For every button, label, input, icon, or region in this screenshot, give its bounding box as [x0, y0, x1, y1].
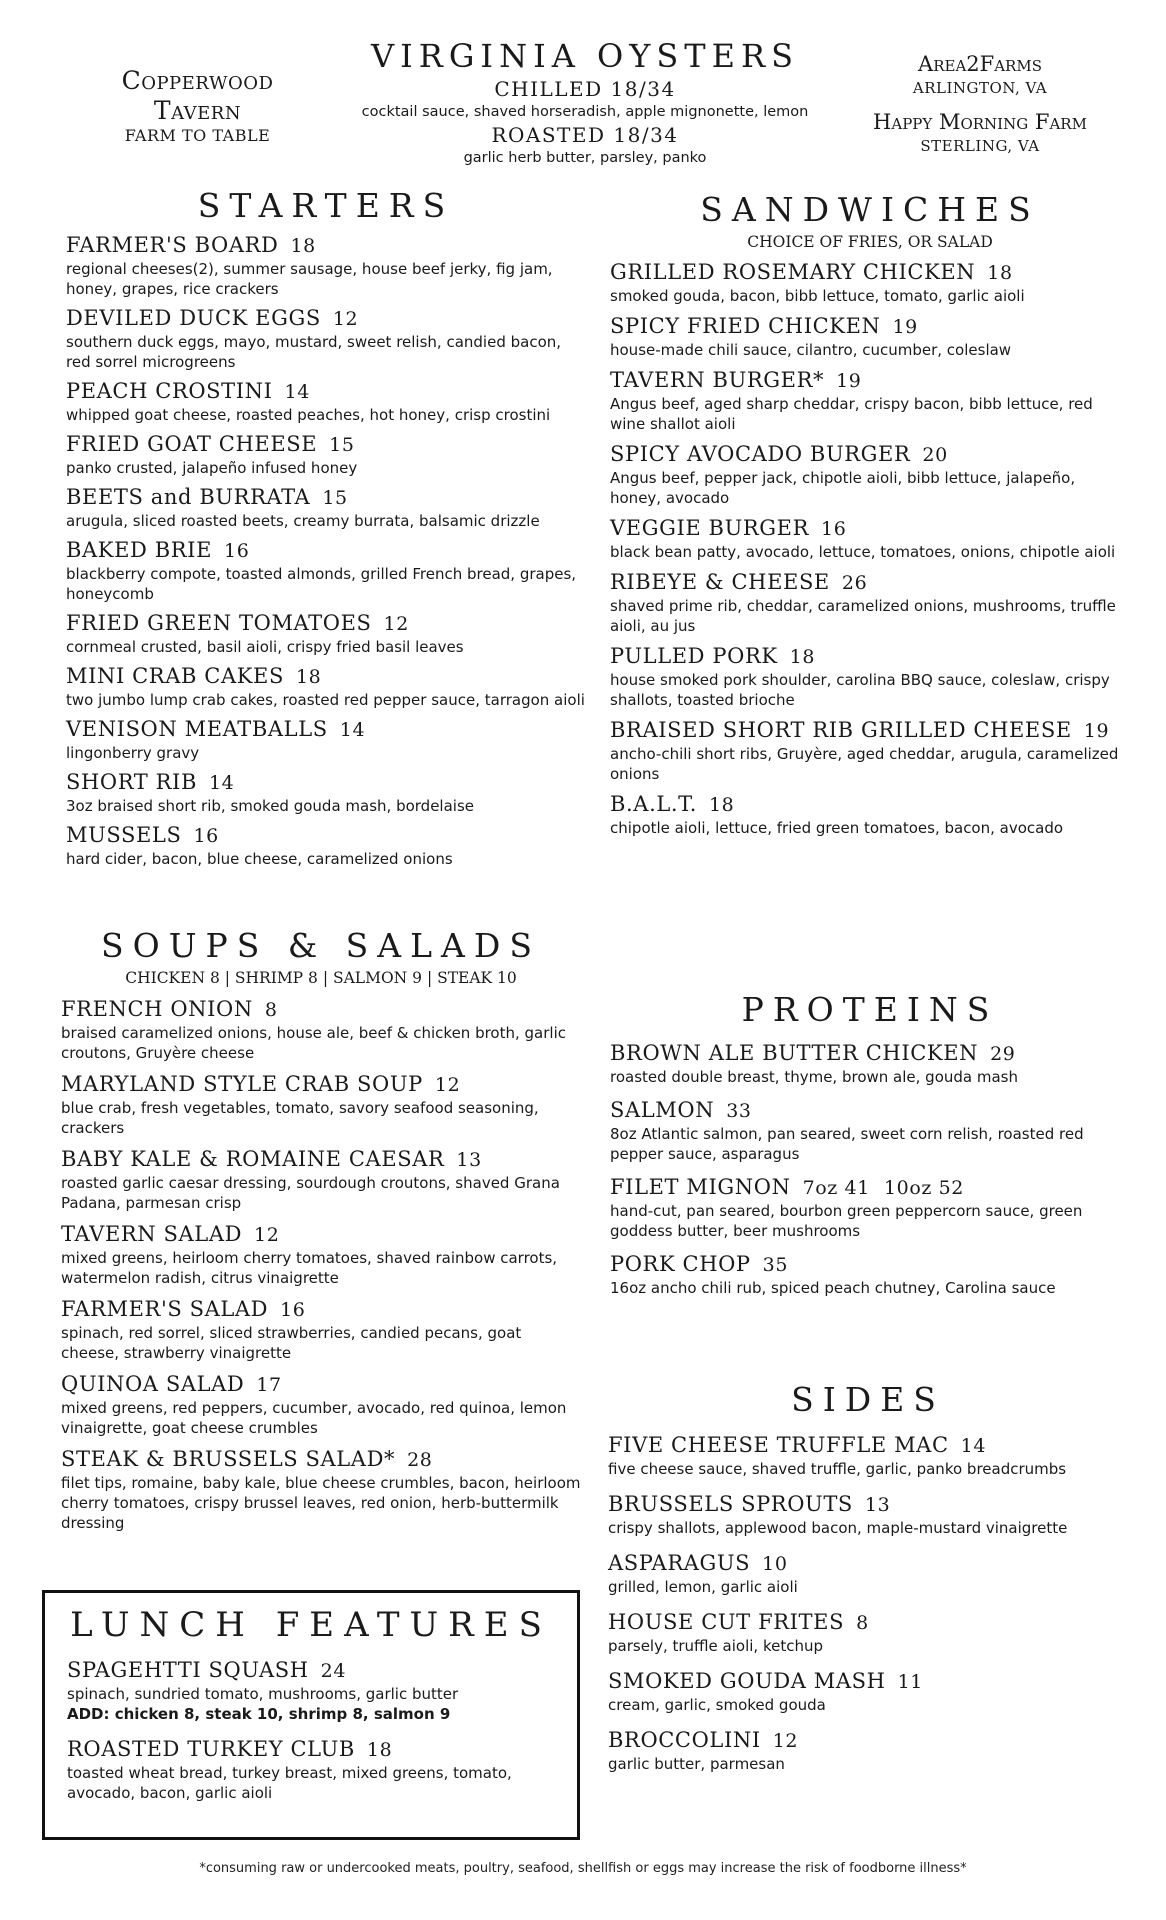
restaurant-brand [90, 66, 305, 146]
menu-item-header [608, 1668, 1128, 1695]
menu-item-header [61, 996, 581, 1023]
menu-item-header [61, 1071, 581, 1098]
menu-item [66, 378, 586, 425]
menu-item-price: 12 [772, 1730, 799, 1752]
section-title: SANDWICHES [700, 190, 1040, 229]
menu-item-description: Angus beef, aged sharp cheddar, crispy bacon, bibb lettuce, red wine shallot aioli [610, 395, 1093, 433]
menu-item-price: 18 [295, 666, 322, 688]
farm-location: STERLING, VA [920, 137, 1040, 155]
menu-item-header [61, 1221, 581, 1248]
menu-item-description: 8oz Atlantic salmon, pan seared, sweet corn relish, roasted red pepper sauce, asparagus [610, 1125, 1084, 1163]
menu-item-price: 19 [892, 316, 918, 338]
menu-item-price: 16 [821, 518, 847, 540]
menu-item-name: SMOKED GOUDA MASH [608, 1669, 886, 1693]
menu-item [608, 1491, 1128, 1538]
menu-item-header [66, 378, 586, 405]
menu-item-price: 11 [897, 1671, 923, 1693]
menu-item-price: 12 [332, 308, 359, 330]
sandwiches-section [610, 190, 1130, 838]
menu-item-name: BRUSSELS SPROUTS [608, 1492, 853, 1516]
menu-item [610, 1251, 1130, 1298]
menu-item-name: FILET MIGNON [610, 1175, 791, 1199]
menu-item-price: 35 [762, 1254, 789, 1276]
menu-item-header [608, 1491, 1128, 1518]
menu-item-name: HOUSE CUT FRITES [608, 1610, 845, 1634]
menu-item-header [67, 1736, 555, 1763]
menu-item-description: cornmeal crusted, basil aioli, crispy fried basil leaves [66, 638, 464, 656]
menu-item-name: SPICY FRIED CHICKEN [610, 314, 881, 338]
oysters-section [350, 36, 820, 168]
menu-item-description: 3oz braised short rib, smoked gouda mash, bordelaise [66, 797, 474, 815]
menu-item-description: ancho-chili short ribs, Gruyère, aged cheddar, arugula, caramelized onions [610, 745, 1119, 783]
menu-item-name: SALMON [610, 1098, 715, 1122]
menu-item [610, 1174, 1130, 1241]
brand-name-line2: Tavern [153, 96, 242, 125]
menu-item-price: 8 [856, 1612, 869, 1634]
menu-item-name: ASPARAGUS [608, 1551, 751, 1575]
menu-item [61, 1071, 581, 1138]
menu-item-price: 16 [193, 825, 219, 847]
menu-item-price: 18 [789, 646, 816, 668]
menu-item-header [610, 515, 1130, 542]
menu-item-description: crispy shallots, applewood bacon, maple-mustard vinaigrette [608, 1519, 1068, 1537]
menu-item-header [608, 1550, 1128, 1577]
menu-item-header [610, 313, 1130, 340]
menu-item [61, 996, 581, 1063]
menu-item [66, 537, 586, 604]
menu-item-price: 14 [284, 381, 310, 403]
menu-item-header [61, 1371, 581, 1398]
menu-item-name: BROCCOLINI [608, 1728, 761, 1752]
menu-item-name: QUINOA SALAD [61, 1372, 245, 1396]
menu-item-description: cream, garlic, smoked gouda [608, 1696, 826, 1714]
menu-item-price-alt: 10oz 52 [883, 1177, 964, 1199]
menu-item-name: STEAK & BRUSSELS SALAD* [61, 1447, 396, 1471]
menu-item-description: spinach, sundried tomato, mushrooms, garlic butter [67, 1685, 459, 1703]
menu-item-price: 7oz 41 [802, 1177, 870, 1199]
section-title: PROTEINS [741, 990, 999, 1029]
menu-item-header [610, 1040, 1130, 1067]
menu-item-name: RIBEYE & CHEESE [610, 570, 830, 594]
menu-item-description: house-made chili sauce, cilantro, cucumber, coleslaw [610, 341, 1012, 359]
menu-item-price: 16 [224, 540, 250, 562]
section-title: LUNCH FEATURES [70, 1605, 552, 1645]
menu-item-header [610, 569, 1130, 596]
menu-item-name: BABY KALE & ROMAINE CAESAR [61, 1147, 445, 1171]
menu-item [608, 1550, 1128, 1597]
menu-item-name: B.A.L.T. [610, 792, 697, 816]
menu-item-price: 15 [329, 434, 355, 456]
menu-item-description: roasted garlic caesar dressing, sourdough croutons, shaved Grana Padana, parmesan crisp [61, 1174, 560, 1212]
menu-item [610, 259, 1130, 306]
menu-item [608, 1432, 1128, 1479]
menu-item-name: PEACH CROSTINI [66, 379, 273, 403]
menu-item-header [66, 663, 586, 690]
menu-item [67, 1736, 555, 1803]
menu-item-header [61, 1446, 581, 1473]
menu-item-name: MARYLAND STYLE CRAB SOUP [61, 1072, 423, 1096]
menu-item [61, 1296, 581, 1363]
oysters-chilled-desc: cocktail sauce, shaved horseradish, apple mignonette, lemon [361, 104, 809, 120]
menu-item [610, 569, 1130, 636]
menu-item [610, 643, 1130, 710]
menu-item-description: blue crab, fresh vegetables, tomato, savory seafood seasoning, crackers [61, 1099, 539, 1137]
menu-item-price: 10 [762, 1553, 788, 1575]
menu-item-price: 20 [922, 444, 948, 466]
menu-item-price: 14 [208, 772, 235, 794]
menu-item-name: TAVERN BURGER* [610, 368, 825, 392]
menu-item-description: black bean patty, avocado, lettuce, tomatoes, onions, chipotle aioli [610, 543, 1116, 561]
menu-item-name: SPAGEHTTI SQUASH [67, 1658, 309, 1682]
menu-item-name: BRAISED SHORT RIB GRILLED CHEESE [610, 718, 1072, 742]
menu-item [610, 791, 1130, 838]
menu-item-price: 12 [254, 1224, 280, 1246]
menu-item-header [610, 1097, 1130, 1124]
menu-item-description: regional cheeses(2), summer sausage, house beef jerky, fig jam, honey, grapes, rice crackers [66, 260, 553, 298]
menu-item-header [66, 431, 586, 458]
menu-item-name: SPICY AVOCADO BURGER [610, 442, 911, 466]
menu-item-name: BEETS and BURRATA [66, 485, 311, 509]
menu-item-header [608, 1727, 1128, 1754]
menu-item [61, 1221, 581, 1288]
menu-item [66, 663, 586, 710]
menu-item-header [66, 232, 586, 259]
menu-item-description: hand-cut, pan seared, bourbon green peppercorn sauce, green goddess butter, beer mushrooms [610, 1202, 1083, 1240]
farm-name: Area2Farms [918, 52, 1042, 76]
menu-item-price: 8 [264, 999, 278, 1021]
menu-item-price: 28 [407, 1449, 433, 1471]
oysters-roasted-desc: garlic herb butter, parsley, panko [463, 150, 707, 166]
menu-item [66, 232, 586, 299]
menu-item [610, 1097, 1130, 1164]
menu-item-price: 12 [383, 613, 409, 635]
menu-item-price: 13 [456, 1149, 482, 1171]
menu-item-description: southern duck eggs, mayo, mustard, sweet relish, candied bacon, red sorrel microgreens [66, 333, 562, 371]
sides-section [608, 1380, 1128, 1774]
menu-item-header [608, 1609, 1128, 1636]
menu-item [608, 1668, 1128, 1715]
menu-item-description: two jumbo lump crab cakes, roasted red pepper sauce, tarragon aioli [66, 691, 585, 709]
menu-item [66, 431, 586, 478]
menu-item-price: 18 [708, 794, 735, 816]
menu-item-price: 14 [960, 1435, 987, 1457]
menu-item-description: shaved prime rib, cheddar, caramelized onions, mushrooms, truffle aioli, au jus [610, 597, 1116, 635]
menu-item-name: ROASTED TURKEY CLUB [67, 1737, 355, 1761]
menu-item-description: braised caramelized onions, house ale, beef & chicken broth, garlic croutons, Gruyère cheese [61, 1024, 566, 1062]
menu-item-name: VENISON MEATBALLS [66, 717, 328, 741]
menu-item [608, 1727, 1128, 1774]
menu-item-description: 16oz ancho chili rub, spiced peach chutney, Carolina sauce [610, 1279, 1056, 1297]
menu-item-name: PORK CHOP [610, 1252, 751, 1276]
menu-item-name: VEGGIE BURGER [610, 516, 810, 540]
menu-item [66, 305, 586, 372]
proteins-section [610, 990, 1130, 1298]
menu-item-description: spinach, red sorrel, sliced strawberries, candied pecans, goat cheese, strawberry vinaigrette [61, 1324, 522, 1362]
menu-item [66, 716, 586, 763]
menu-item-description: mixed greens, heirloom cherry tomatoes, shaved rainbow carrots, watermelon radish, citrus vinaigrette [61, 1249, 558, 1287]
menu-item-description: whipped goat cheese, roasted peaches, hot honey, crisp crostini [66, 406, 551, 424]
menu-item-header [66, 537, 586, 564]
menu-item-name: FIVE CHEESE TRUFFLE MAC [608, 1433, 949, 1457]
menu-item-header [610, 441, 1130, 468]
menu-item-description: toasted wheat bread, turkey breast, mixed greens, tomato, avocado, bacon, garlic aioli [67, 1764, 512, 1802]
oysters-chilled: CHILLED 18/34 [494, 77, 676, 101]
section-title: STARTERS [197, 186, 455, 225]
menu-item-name: PULLED PORK [610, 644, 778, 668]
menu-item [66, 610, 586, 657]
menu-item-header [66, 305, 586, 332]
menu-item-description: smoked gouda, bacon, bibb lettuce, tomato, garlic aioli [610, 287, 1025, 305]
menu-item-description: mixed greens, red peppers, cucumber, avocado, red quinoa, lemon vinaigrette, goat cheese crumbles [61, 1399, 567, 1437]
menu-item-description: panko crusted, jalapeño infused honey [66, 459, 358, 477]
menu-item-addons: ADD: chicken 8, steak 10, shrimp 8, salmon 9 [67, 1705, 451, 1723]
menu-item [67, 1657, 555, 1724]
menu-item-description: blackberry compote, toasted almonds, grilled French bread, grapes, honeycomb [66, 565, 577, 603]
menu-item-name: FRENCH ONION [61, 997, 253, 1021]
menu-item-name: FARMER'S BOARD [66, 233, 279, 257]
menu-item-description: arugula, sliced roasted beets, creamy burrata, balsamic drizzle [66, 512, 540, 530]
menu-item-price: 18 [290, 235, 316, 257]
menu-item [61, 1371, 581, 1438]
menu-item-header [610, 791, 1130, 818]
menu-item [608, 1609, 1128, 1656]
menu-item-price: 16 [280, 1299, 306, 1321]
menu-item-name: FARMER'S SALAD [61, 1297, 269, 1321]
menu-item-price: 13 [864, 1494, 891, 1516]
menu-item-price: 19 [836, 370, 862, 392]
menu-item-price: 18 [366, 1739, 393, 1761]
menu-item [610, 515, 1130, 562]
menu-item-description: chipotle aioli, lettuce, fried green tomatoes, bacon, avocado [610, 819, 1064, 837]
menu-item-name: BROWN ALE BUTTER CHICKEN [610, 1041, 979, 1065]
oysters-title: VIRGINIA OYSTERS [371, 37, 799, 75]
menu-item-header [610, 367, 1130, 394]
menu-item-header [610, 643, 1130, 670]
menu-item-description: Angus beef, pepper jack, chipotle aioli, bibb lettuce, jalapeño, honey, avocado [610, 469, 1076, 507]
menu-item-name: GRILLED ROSEMARY CHICKEN [610, 260, 976, 284]
menu-item-header [66, 610, 586, 637]
menu-item-price: 14 [339, 719, 366, 741]
menu-item-name: BAKED BRIE [66, 538, 212, 562]
menu-item [610, 717, 1130, 784]
menu-item-price: 15 [322, 487, 348, 509]
oysters-roasted: ROASTED 18/34 [491, 123, 679, 147]
menu-item [610, 1040, 1130, 1087]
brand-tagline: FARM TO TABLE [124, 126, 271, 145]
menu-item [61, 1446, 581, 1533]
menu-item-price: 19 [1083, 720, 1110, 742]
menu-item-description: garlic butter, parmesan [608, 1755, 785, 1773]
menu-item-name: MINI CRAB CAKES [66, 664, 284, 688]
soups-salads-section [61, 926, 581, 1533]
menu-item-header [610, 1174, 1130, 1201]
menu-item-name: MUSSELS [66, 823, 182, 847]
menu-item-header [66, 769, 586, 796]
menu-item [610, 313, 1130, 360]
menu-item [66, 769, 586, 816]
brand-name-line1: Copperwood [121, 66, 274, 95]
menu-item-price: 17 [256, 1374, 282, 1396]
section-subtitle: CHOICE OF FRIES, OR SALAD [747, 233, 993, 251]
menu-item-header [61, 1146, 581, 1173]
menu-item-description: parsely, truffle aioli, ketchup [608, 1637, 824, 1655]
menu-item-name: SHORT RIB [66, 770, 197, 794]
menu-item [66, 484, 586, 531]
menu-item [66, 822, 586, 869]
menu-item-description: roasted double breast, thyme, brown ale, gouda mash [610, 1068, 1018, 1086]
menu-item-price: 12 [434, 1074, 461, 1096]
menu-item-header [66, 484, 586, 511]
menu-item-name: FRIED GOAT CHEESE [66, 432, 318, 456]
lunch-features-box [42, 1590, 580, 1840]
menu-item-header [61, 1296, 581, 1323]
menu-item-name: TAVERN SALAD [61, 1222, 243, 1246]
menu-item-price: 24 [320, 1660, 347, 1682]
menu-item-price: 18 [987, 262, 1013, 284]
menu-item [610, 441, 1130, 508]
farm-name: Happy Morning Farm [873, 110, 1087, 134]
menu-item-description: house smoked pork shoulder, carolina BBQ sauce, coleslaw, crispy shallots, toasted brioche [610, 671, 1110, 709]
farm-location: ARLINGTON, VA [912, 79, 1048, 97]
menu-item-name: FRIED GREEN TOMATOES [66, 611, 372, 635]
menu-item-description: five cheese sauce, shaved truffle, garlic, panko breadcrumbs [608, 1460, 1067, 1478]
section-title: SOUPS & SALADS [101, 926, 541, 965]
menu-item-header [66, 822, 586, 849]
menu-item-header [608, 1432, 1128, 1459]
menu-item-header [610, 259, 1130, 286]
menu-item [61, 1146, 581, 1213]
section-subtitle: CHICKEN 8 | SHRIMP 8 | SALMON 9 | STEAK 10 [125, 969, 517, 987]
menu-item-header [610, 717, 1130, 744]
menu-item-description: lingonberry gravy [66, 744, 200, 762]
foodborne-illness-footnote: *consuming raw or undercooked meats, poultry, seafood, shellfish or eggs may increase the risk of foodborne illness* [199, 1861, 967, 1876]
menu-item-name: DEVILED DUCK EGGS [66, 306, 321, 330]
menu-item-header [610, 1251, 1130, 1278]
menu-item-description: filet tips, romaine, baby kale, blue cheese crumbles, bacon, heirloom cherry tomatoes, crispy brussel leaves, red onion, herb-buttermilk dressing [61, 1474, 581, 1532]
menu-item [610, 367, 1130, 434]
menu-item-price: 26 [841, 572, 868, 594]
menu-item-header [67, 1657, 555, 1684]
partner-farms [845, 50, 1115, 166]
menu-item-description: grilled, lemon, garlic aioli [608, 1578, 798, 1596]
menu-item-header [66, 716, 586, 743]
starters-section [66, 186, 586, 869]
menu-item-price: 33 [726, 1100, 752, 1122]
section-title: SIDES [791, 1380, 945, 1419]
menu-item-price: 29 [990, 1043, 1016, 1065]
menu-item-description: hard cider, bacon, blue cheese, caramelized onions [66, 850, 453, 868]
